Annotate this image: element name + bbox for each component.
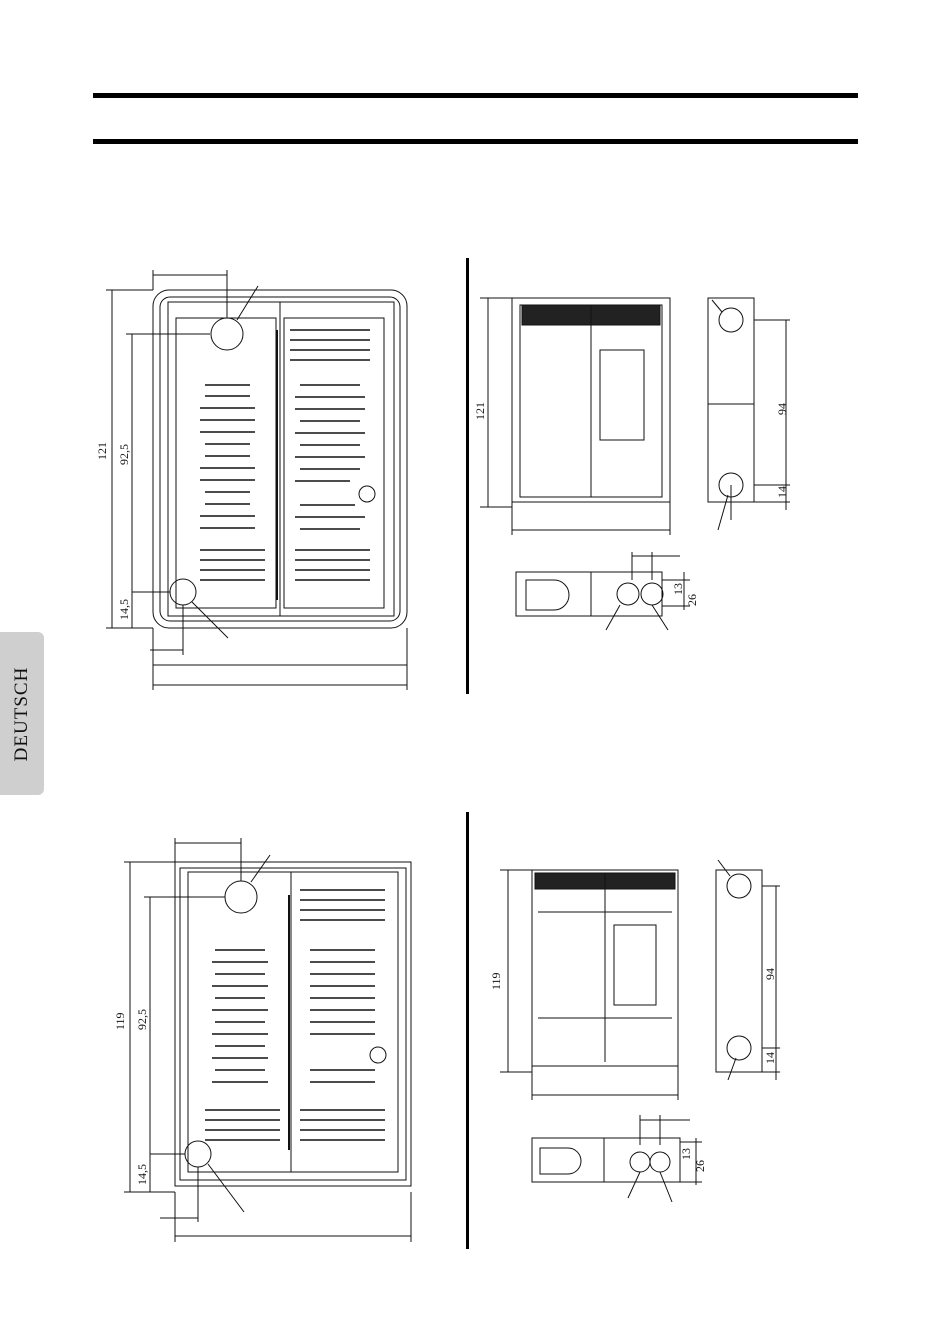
ventilation-slots [205, 890, 385, 1140]
side-view-top [708, 298, 790, 530]
dim-top-offset-a: 13 [671, 583, 685, 595]
dim-side-spacing: 94 [763, 968, 777, 980]
dim-pipe-center: 92,5 [117, 444, 131, 465]
side-lower-pipe-icon [727, 1036, 751, 1060]
dim-side-spacing: 94 [775, 403, 789, 415]
dim-top-offset-a: 13 [679, 1148, 693, 1160]
rear-view-top [95, 270, 407, 690]
flue-outlet-icon [211, 318, 243, 350]
dim-height: 121 [95, 442, 109, 460]
side-view-bottom [716, 860, 780, 1080]
dim-height: 119 [113, 1012, 127, 1030]
dim-side-offset: 14 [775, 486, 789, 498]
knob-icon [359, 486, 375, 502]
air-inlet-icon [185, 1141, 211, 1167]
front-view-top [473, 298, 670, 535]
top-view-bottom [532, 1115, 707, 1202]
dim-front-height: 119 [489, 972, 503, 990]
rear-view-bottom [113, 838, 411, 1242]
dim-pipe-center: 92,5 [135, 1009, 149, 1030]
knob-icon [370, 1047, 386, 1063]
air-inlet-icon [170, 579, 196, 605]
side-upper-pipe-icon [727, 874, 751, 898]
dim-side-offset: 14 [763, 1052, 777, 1064]
top-view-top [516, 552, 699, 630]
dim-bottom-offset: 14,5 [117, 599, 131, 620]
dim-bottom-offset: 14,5 [135, 1164, 149, 1185]
side-upper-pipe-icon [719, 308, 743, 332]
language-tab-label: DEUTSCH [11, 666, 32, 761]
ventilation-slots [200, 330, 370, 580]
dim-top-offset-b: 26 [685, 594, 699, 606]
front-view-bottom [489, 870, 678, 1100]
dim-front-height: 121 [473, 402, 487, 420]
dim-top-offset-b: 26 [693, 1160, 707, 1172]
flue-outlet-icon [225, 881, 257, 913]
